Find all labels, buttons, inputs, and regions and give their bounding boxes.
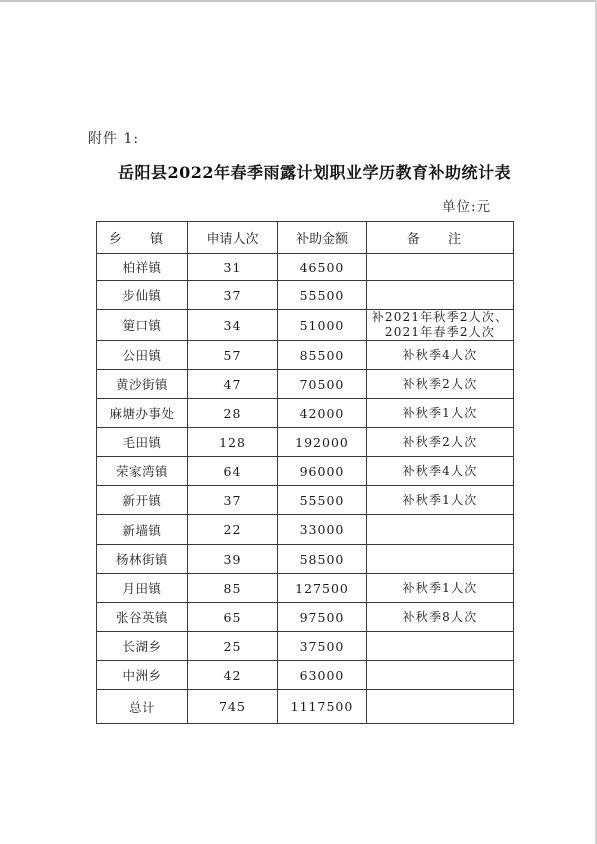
table-row [97, 632, 514, 661]
table-header-row [97, 222, 514, 254]
total-count-cell: 745 [188, 690, 278, 724]
table-row [97, 457, 514, 486]
note-cell: 补秋季4人次 [367, 457, 514, 486]
table-row [97, 574, 514, 603]
amount-cell: 37500 [278, 632, 367, 661]
town-cell: 长湖乡 [97, 632, 188, 661]
note-cell: 补2021年秋季2人次、2021年春季2人次 [367, 310, 514, 341]
unit-label: 单位:元 [442, 199, 492, 215]
amount-cell: 46500 [278, 254, 367, 281]
table-row [97, 486, 514, 515]
total-amount-cell: 1117500 [278, 690, 367, 724]
table-row [97, 515, 514, 545]
count-cell: 65 [188, 603, 278, 632]
count-cell: 25 [188, 632, 278, 661]
note-cell [367, 515, 514, 545]
amount-cell: 192000 [278, 428, 367, 457]
town-cell: 张谷英镇 [97, 603, 188, 632]
town-cell: 月田镇 [97, 574, 188, 603]
column-header-note: 备 注 [367, 222, 514, 254]
count-cell: 39 [188, 545, 278, 574]
table-row [97, 254, 514, 281]
count-cell: 85 [188, 574, 278, 603]
amount-cell: 63000 [278, 661, 367, 690]
note-cell: 补秋季4人次 [367, 341, 514, 370]
count-cell: 37 [188, 486, 278, 515]
note-cell [367, 545, 514, 574]
count-cell: 31 [188, 254, 278, 281]
amount-cell: 55500 [278, 486, 367, 515]
document-title: 岳阳县2022年春季雨露计划职业学历教育补助统计表 [118, 163, 512, 182]
table-row [97, 661, 514, 690]
town-cell: 麻塘办事处 [97, 399, 188, 428]
note-cell [367, 632, 514, 661]
note-cell: 补秋季2人次 [367, 370, 514, 399]
note-cell: 补秋季1人次 [367, 486, 514, 515]
table-row [97, 281, 514, 310]
count-cell: 57 [188, 341, 278, 370]
count-cell: 28 [188, 399, 278, 428]
subsidy-table [96, 221, 514, 724]
note-cell: 补秋季2人次 [367, 428, 514, 457]
town-cell: 筻口镇 [97, 310, 188, 341]
amount-cell: 55500 [278, 281, 367, 310]
town-cell: 杨林街镇 [97, 545, 188, 574]
count-cell: 64 [188, 457, 278, 486]
town-cell: 黄沙街镇 [97, 370, 188, 399]
table-row [97, 603, 514, 632]
table-row [97, 310, 514, 341]
town-cell: 新开镇 [97, 486, 188, 515]
table-row [97, 545, 514, 574]
note-cell: 补秋季1人次 [367, 399, 514, 428]
amount-cell: 85500 [278, 341, 367, 370]
note-cell [367, 281, 514, 310]
town-cell: 毛田镇 [97, 428, 188, 457]
note-cell [367, 254, 514, 281]
count-cell: 42 [188, 661, 278, 690]
note-cell: 补秋季1人次 [367, 574, 514, 603]
note-cell: 补秋季8人次 [367, 603, 514, 632]
amount-cell: 42000 [278, 399, 367, 428]
table-row [97, 399, 514, 428]
count-cell: 47 [188, 370, 278, 399]
town-cell: 步仙镇 [97, 281, 188, 310]
total-town-cell: 总计 [97, 690, 188, 724]
town-cell: 柏祥镇 [97, 254, 188, 281]
town-cell: 公田镇 [97, 341, 188, 370]
total-note-cell [367, 690, 514, 724]
count-cell: 22 [188, 515, 278, 545]
amount-cell: 96000 [278, 457, 367, 486]
count-cell: 128 [188, 428, 278, 457]
note-cell [367, 661, 514, 690]
column-header-count: 申请人次 [188, 222, 278, 254]
count-cell: 34 [188, 310, 278, 341]
table-row [97, 370, 514, 399]
amount-cell: 58500 [278, 545, 367, 574]
table-row [97, 341, 514, 370]
amount-cell: 33000 [278, 515, 367, 545]
amount-cell: 51000 [278, 310, 367, 341]
total-row [97, 690, 514, 724]
page-top-edge [0, 0, 597, 2]
table-row [97, 428, 514, 457]
town-cell: 新墙镇 [97, 515, 188, 545]
column-header-town: 乡 镇 [97, 222, 188, 254]
amount-cell: 70500 [278, 370, 367, 399]
column-header-amount: 补助金额 [278, 222, 367, 254]
count-cell: 37 [188, 281, 278, 310]
town-cell: 荣家湾镇 [97, 457, 188, 486]
amount-cell: 127500 [278, 574, 367, 603]
town-cell: 中洲乡 [97, 661, 188, 690]
attachment-label: 附件 1: [88, 131, 140, 147]
table-body [97, 254, 514, 724]
amount-cell: 97500 [278, 603, 367, 632]
